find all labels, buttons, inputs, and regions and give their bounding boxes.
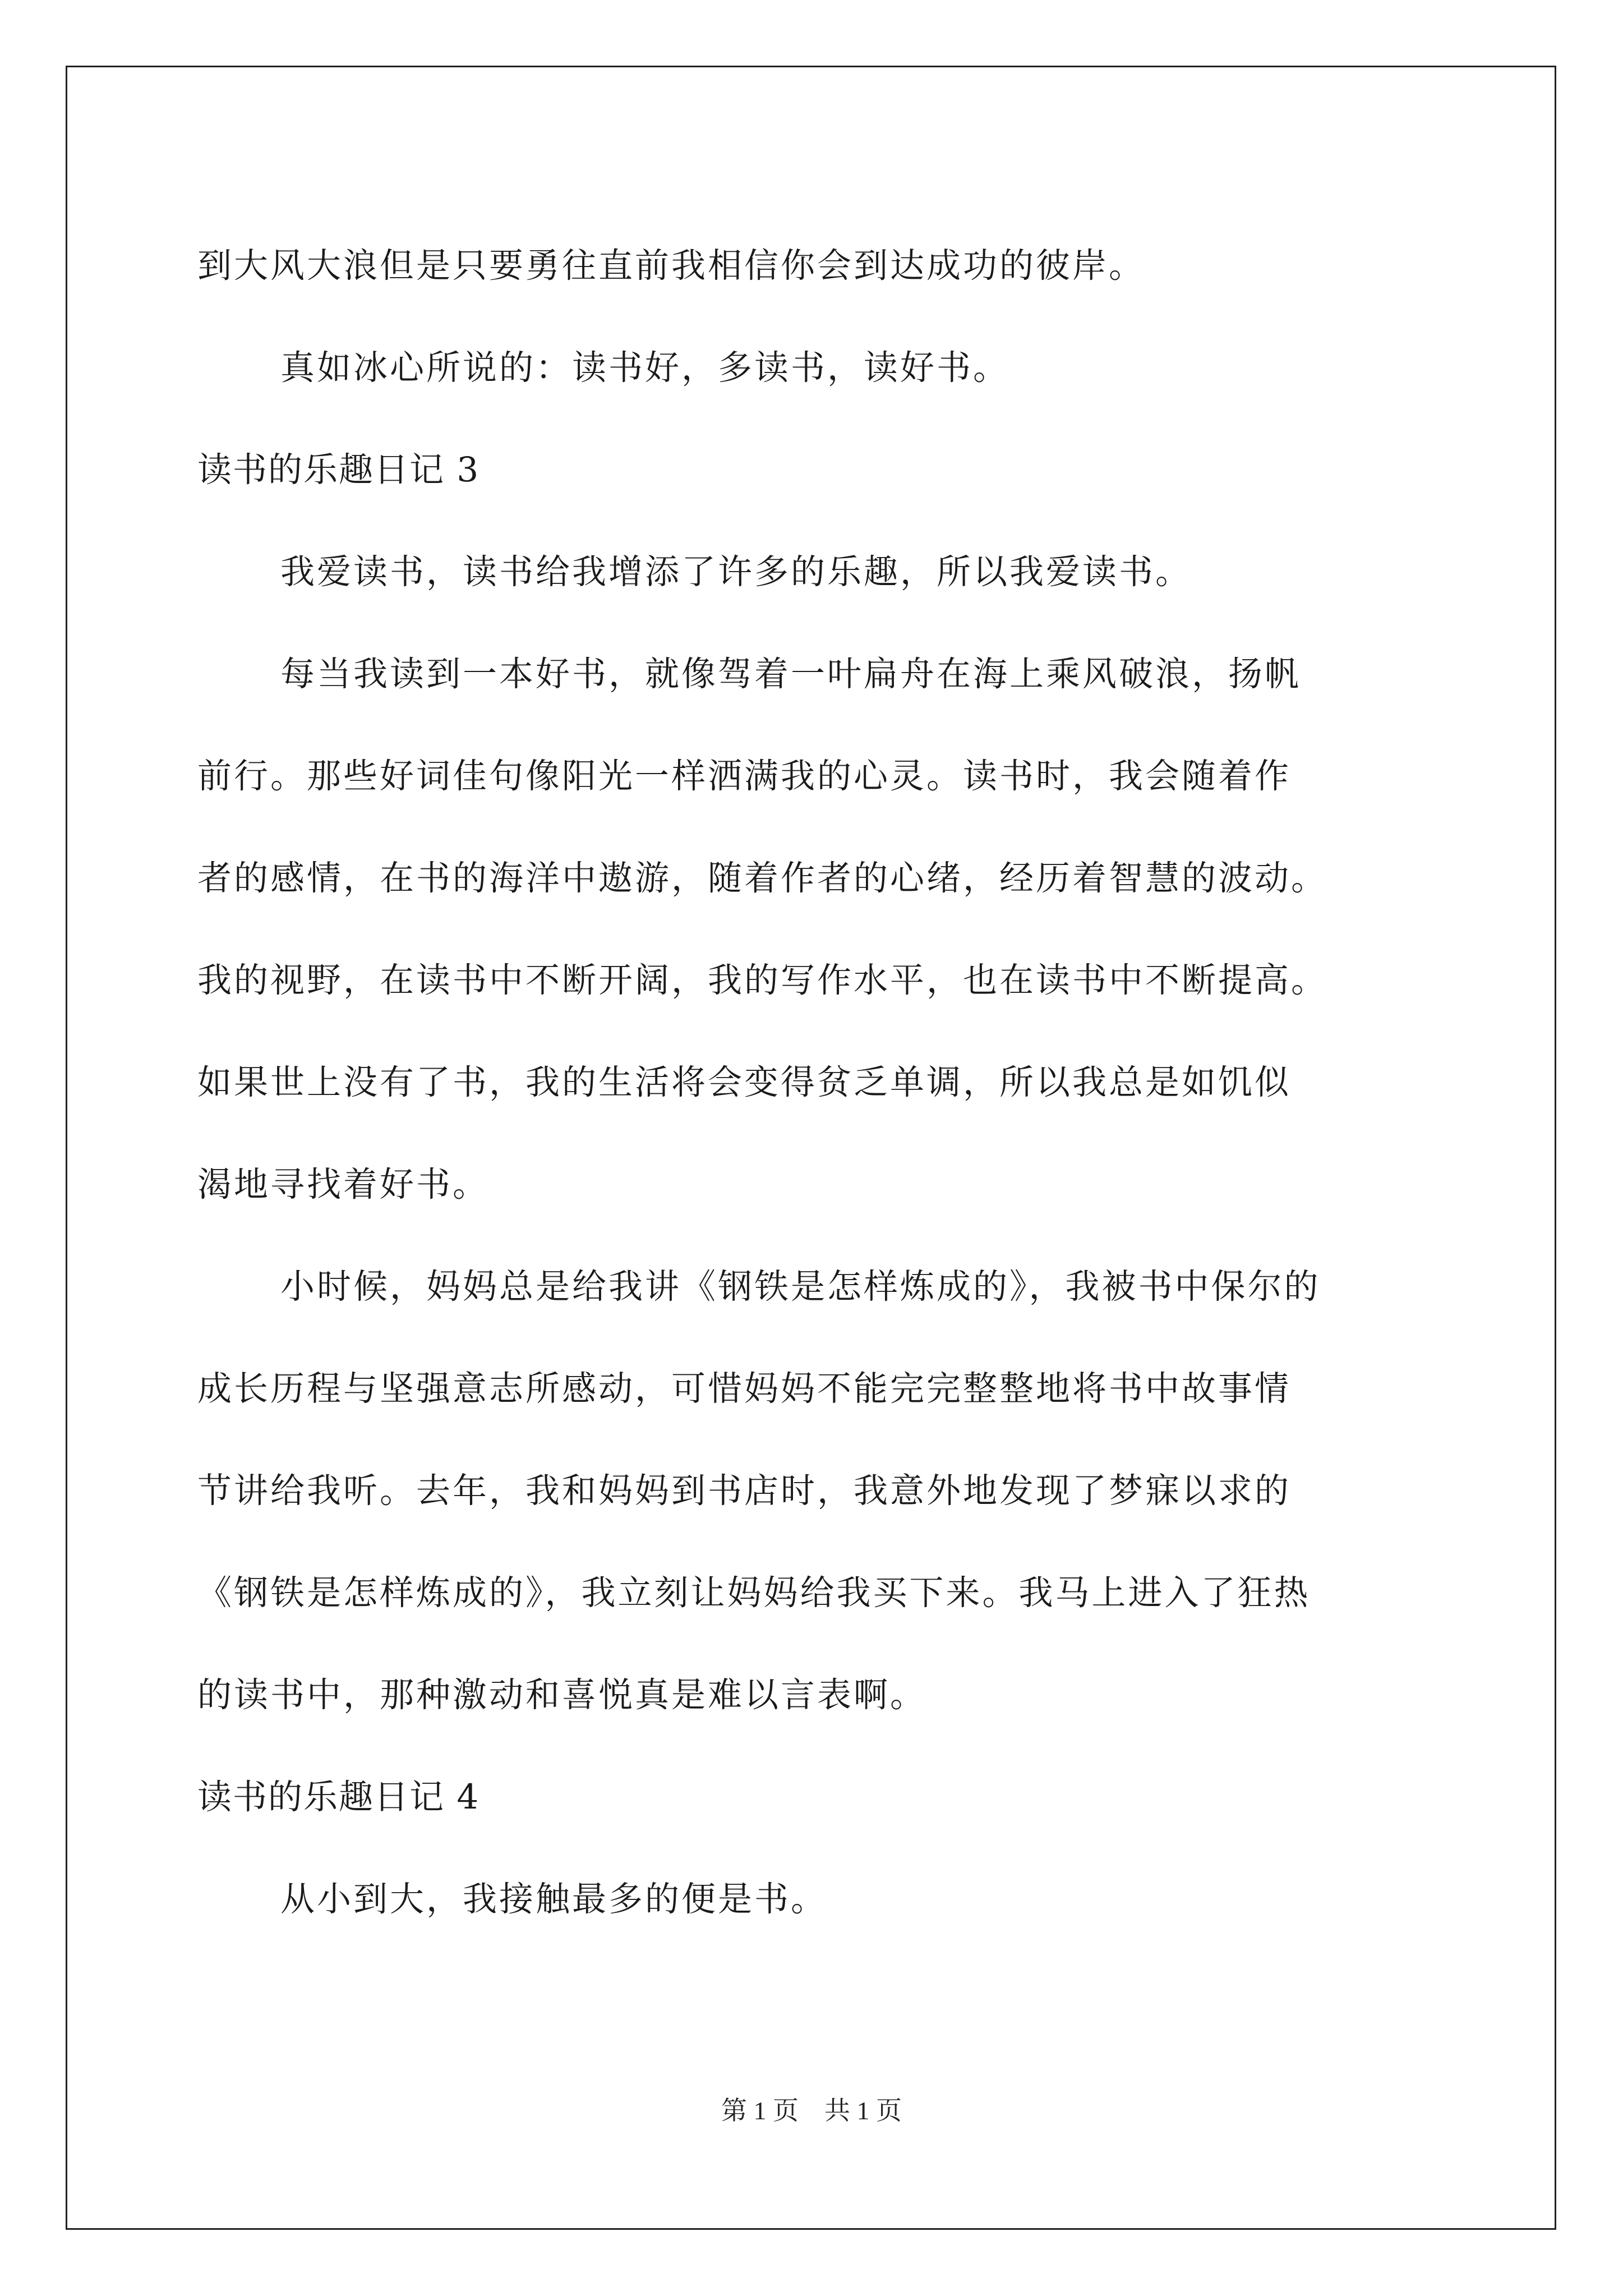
paragraph-line: 如果世上没有了书，我的生活将会变得贫乏单调，所以我总是如饥似 [197, 1062, 1292, 1102]
paragraph-line: 我爱读书，读书给我增添了许多的乐趣，所以我爱读书。 [280, 552, 1192, 592]
section-heading: 读书的乐趣日记 3 [197, 450, 480, 490]
paragraph-line: 者的感情，在书的海洋中遨游，随着作者的心绪，经历着智慧的波动。 [197, 858, 1328, 898]
section-heading: 读书的乐趣日记 4 [197, 1777, 480, 1817]
paragraph-line: 渴地寻找着好书。 [197, 1165, 490, 1204]
paragraph-line: 成长历程与坚强意志所感动，可惜妈妈不能完完整整地将书中故事情 [197, 1369, 1292, 1409]
paragraph-line: 我的视野，在读书中不断开阔，我的写作水平，也在读书中不断提高。 [197, 960, 1328, 1000]
document-body [197, 215, 1431, 1950]
paragraph-line: 真如冰心所说的：读书好，多读书，读好书。 [280, 348, 1010, 388]
paragraph-line: 小时候，妈妈总是给我讲《钢铁是怎样炼成的》，我被书中保尔的 [280, 1267, 1321, 1306]
paragraph-line: 《钢铁是怎样炼成的》，我立刻让妈妈给我买下来。我马上进入了狂热 [197, 1573, 1311, 1613]
paragraph-line: 每当我读到一本好书，就像驾着一叶扁舟在海上乘风破浪，扬帆 [280, 654, 1302, 694]
paragraph-line: 前行。那些好词佳句像阳光一样洒满我的心灵。读书时，我会随着作 [197, 756, 1292, 796]
paragraph-line: 的读书中，那种激动和喜悦真是难以言表啊。 [197, 1675, 927, 1715]
paragraph-line: 节讲给我听。去年，我和妈妈到书店时，我意外地发现了梦寐以求的 [197, 1471, 1292, 1511]
paragraph-line: 到大风大浪但是只要勇往直前我相信你会到达成功的彼岸。 [197, 246, 1146, 286]
paragraph-line: 从小到大，我接触最多的便是书。 [280, 1879, 828, 1919]
page-footer: 第 1 页 共 1 页 [721, 2096, 902, 2125]
